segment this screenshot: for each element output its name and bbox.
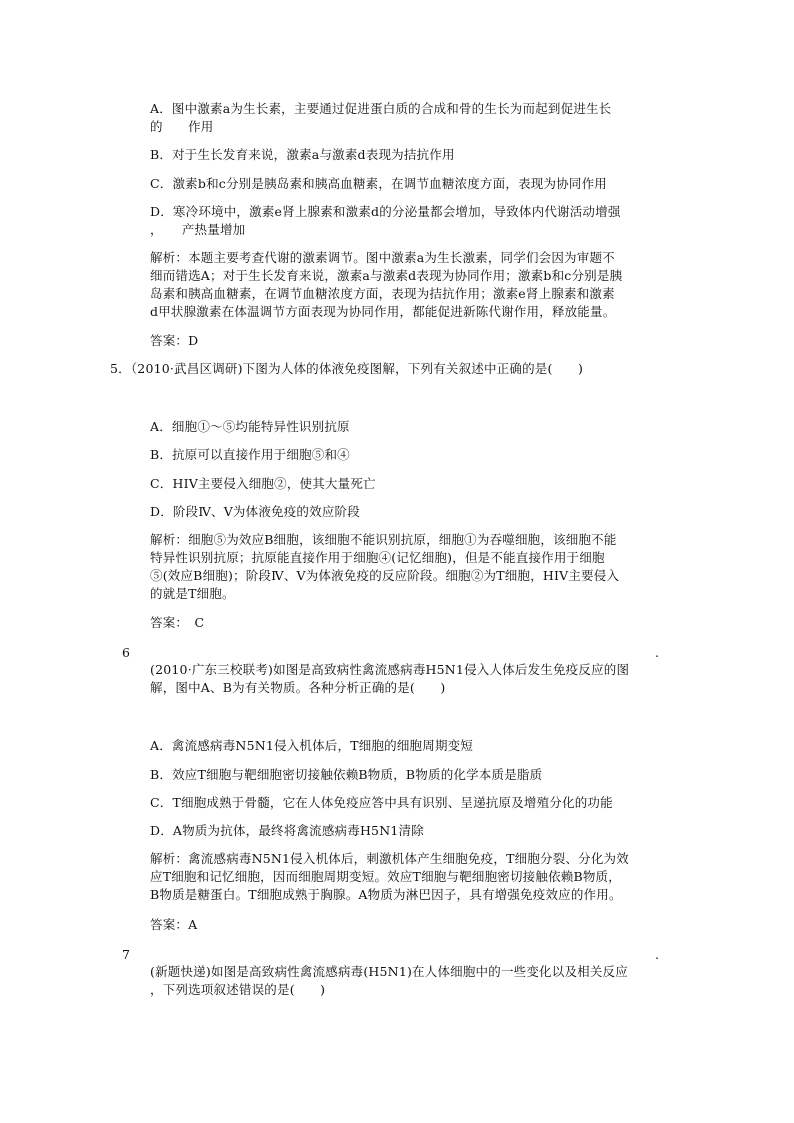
q6-option-d: D．A物质为抗体，最终将禽流感病毒H5N1清除 <box>150 823 424 838</box>
q7-stem-line2: ，下列选项叙述错误的是( ) <box>150 982 326 997</box>
q5-option-c: C．HIV主要侵入细胞②，使其大量死亡 <box>150 476 376 491</box>
q5-answer: 答案： C <box>150 615 205 630</box>
q6-number: 6 <box>122 645 131 660</box>
q6-analysis-line3: B物质是糖蛋白。T细胞成熟于胸腺。A物质为淋巴因子，具有增强免疫效应的作用。 <box>150 887 622 902</box>
q6-answer: 答案：A <box>150 917 198 932</box>
q5-option-b: B．抗原可以直接作用于细胞⑤和④ <box>150 447 350 462</box>
q7-trailing-dot: . <box>655 947 660 962</box>
q6-option-a: A．禽流感病毒N5N1侵入机体后，T细胞的细胞周期变短 <box>150 738 474 753</box>
q4-option-c: C．激素b和c分别是胰岛素和胰高血糖素，在调节血糖浓度方面，表现为协同作用 <box>150 176 607 191</box>
q4-option-a-line2: 的 作用 <box>150 119 214 134</box>
q4-analysis-line3: 岛素和胰高血糖素，在调节血糖浓度方面，表现为拮抗作用；激素e肾上腺素和激素 <box>150 286 615 301</box>
q4-analysis-line1: 解析：本题主要考查代谢的激素调节。图中激素a为生长激素，同学们会因为审题不 <box>150 250 615 265</box>
q7-stem-line1: (新题快递)如图是高致病性禽流感病毒(H5N1)在人体细胞中的一些变化以及相关反应 <box>150 964 628 979</box>
q5-analysis-line1: 解析：细胞⑤为效应B细胞，该细胞不能识别抗原，细胞①为吞噬细胞，该细胞不能 <box>150 532 617 547</box>
q6-stem-line2: 解，图中A、B为有关物质。各种分析正确的是( ) <box>150 680 446 695</box>
q5-analysis-line2: 特异性识别抗原；抗原能直接作用于细胞④(记忆细胞)，但是不能直接作用于细胞 <box>150 550 605 565</box>
q5-stem: 5．（2010·武昌区调研)下图为人体的体液免疫图解，下列有关叙述中正确的是( ) <box>110 361 584 376</box>
q6-analysis-line1: 解析：禽流感病毒N5N1侵入机体后，刺激机体产生细胞免疫，T细胞分裂、分化为效 <box>150 851 629 866</box>
q5-option-a: A．细胞①～⑤均能特异性识别抗原 <box>150 419 350 434</box>
q6-stem-line1: (2010·广东三校联考)如图是高致病性禽流感病毒H5N1侵入人体后发生免疫反应的图 <box>150 662 630 677</box>
q4-option-a-line1: A．图中激素a为生长素，主要通过促进蛋白质的合成和骨的生长为而起到促进生长 <box>150 101 612 116</box>
q5-analysis-line3: ⑤(效应B细胞)；阶段Ⅳ、Ⅴ为体液免疫的反应阶段。细胞②为T细胞，HIV主要侵入 <box>150 568 620 583</box>
q4-option-d-line1: D．寒冷环境中，激素e肾上腺素和激素d的分泌量都会增加，导致体内代谢活动增强 <box>150 204 621 219</box>
q4-analysis-line2: 细而错选A；对于生长发育来说，激素a与激素d表现为协同作用；激素b和c分别是胰 <box>150 268 623 283</box>
q6-option-b: B．效应T细胞与靶细胞密切接触依赖B物质，B物质的化学本质是脂质 <box>150 767 543 782</box>
q6-analysis-line2: 应T细胞和记忆细胞，因而细胞周期变短。效应T细胞与靶细胞密切接触依赖B物质， <box>150 869 621 884</box>
q4-answer: 答案：D <box>150 333 199 348</box>
q6-option-c: C．T细胞成熟于骨髓，它在人体免疫应答中具有识别、呈递抗原及增殖分化的功能 <box>150 795 613 810</box>
q6-trailing-dot: . <box>655 645 660 660</box>
q5-analysis-line4: 的就是T细胞。 <box>150 586 235 601</box>
q7-number: 7 <box>122 947 131 962</box>
q5-option-d: D．阶段Ⅳ、Ⅴ为体液免疫的效应阶段 <box>150 504 360 519</box>
q4-option-b: B．对于生长发育来说，激素a与激素d表现为拮抗作用 <box>150 147 455 162</box>
q4-analysis-line4: d甲状腺激素在体温调节方面表现为协同作用，都能促进新陈代谢作用，释放能量。 <box>150 304 616 319</box>
q4-option-d-line2: ， 产热量增加 <box>150 222 246 237</box>
